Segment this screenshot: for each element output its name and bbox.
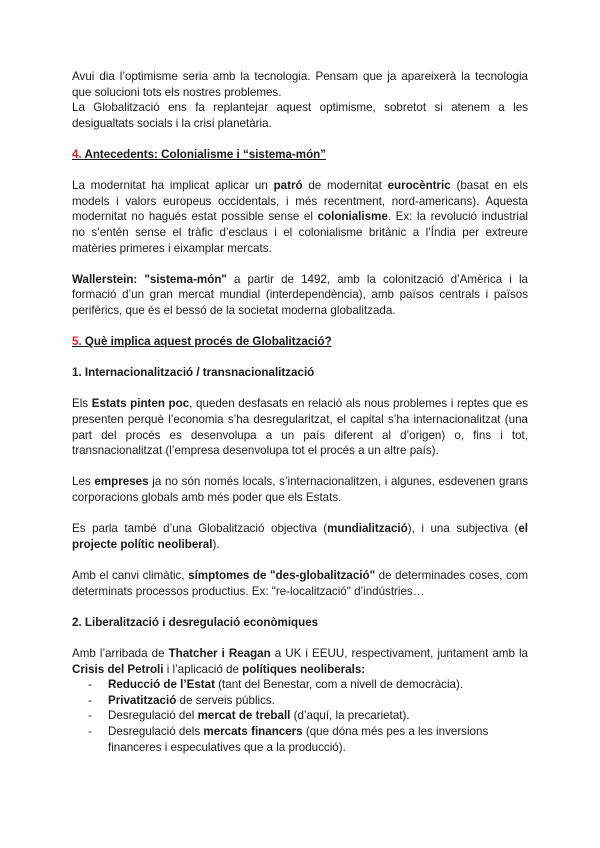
list-item: - Reducció de l’Estat (tant del Benestar, com a nivell de democràcia). xyxy=(72,677,528,693)
intro-paragraph-1: Avui dia l’optimisme seria amb la tecnologia. Pensam que ja apareixerà la tecnologia que solucioni tots els nostres problemes. xyxy=(72,70,528,99)
subsection-1-paragraph-2: Les empreses ja no són només locals, s’internacionalitzen, i algunes, esdevenen grans corporacions globals amb més poder que els Estats. xyxy=(72,475,528,505)
subsection-1-paragraph-3: Es parla també d’una Globalització objectiva (mundialització), i una subjectiva (el projecte polític neoliberal). xyxy=(72,522,528,551)
section-5-number: 5. xyxy=(72,335,82,349)
section-5-heading xyxy=(72,334,528,350)
section-4-paragraph-2: Wallerstein: "sistema-món" a partir de 1492, amb la colonització d’Amèrica i la formació d’un gran mercat mundial (interdependència), amb països centrals i països perifèrics, que és el bessó de la societat moderna globalitzada. xyxy=(72,272,529,317)
section-4-paragraph-1: La modernitat ha implicat aplicar un patró de modernitat eurocèntric (basat en els models i valors europeus occidentals, i més recentment, nord-americans). Aquesta modernitat no hagués estat possible sense el colonialisme. Ex: la revolució industrial no s’entén sense el tràfic d’esclaus i el colonialisme britànic a l’Índia per extreure matèries primeres i eixamplar mercats. xyxy=(72,179,528,255)
subsection-1-title: 1. Internacionalització / transnacionalització xyxy=(72,366,315,380)
subsection-1-paragraph-1: Els Estats pinten poc, queden desfasats en relació als nous problemes i reptes que es presenten perquè l’economia s’ha desregularitzat, el capital s’ha internacionalitzat (una part del procés es desenvolupa a un país diferent al d’origen) o, fins i tot, transnacionalitzat (l’empresa desenvolupa tot el procés a un altre país). xyxy=(72,397,528,458)
list-item: - Privatització de serveis públics. xyxy=(72,693,528,709)
list-item: - Desregulació del mercat de treball (d’aquí, la precarietat). xyxy=(72,708,528,724)
neoliberal-policies-list xyxy=(72,677,528,755)
section-4-title: Antecedents: Colonialisme i “sistema-món” xyxy=(84,147,327,161)
intro-paragraph-2: La Globalització ens fa replantejar aquest optimisme, sobretot si atenem a les desigualtats socials i la crisi planetària. xyxy=(72,101,528,130)
subsection-2-title: 2. Liberalització i desregulació econòmiques xyxy=(72,615,319,629)
list-item: - Desregulació dels mercats financers (que dóna més pes a les inversions financeres i especulatives que a la producció). xyxy=(72,724,528,755)
subsection-2-intro: Amb l’arribada de Thatcher i Reagan a UK i EEUU, respectivament, juntament amb la Crisis del Petroli i l’aplicació de polítiques neoliberals: xyxy=(72,646,528,676)
section-4-number: 4. xyxy=(72,147,82,161)
section-5-title: Què implica aquest procés de Globalització? xyxy=(84,335,332,349)
subsection-1-paragraph-4: Amb el canvi climàtic, símptomes de "des-globalització" de determinades coses, com determinats processos productius. Ex: "re-localització" d’indústries… xyxy=(72,569,528,598)
section-4-heading xyxy=(72,147,528,163)
